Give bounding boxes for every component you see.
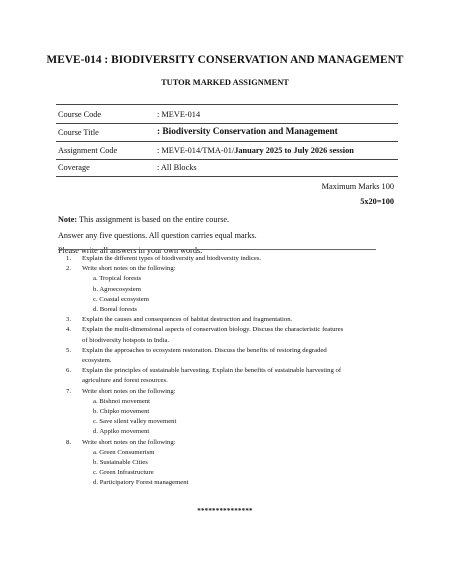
question-text: Explain the multi-dimensional aspects of conservation biology. Discuss the characteristic features bbox=[82, 326, 344, 334]
course-title-row bbox=[58, 128, 400, 142]
maximum-marks: Maximum Marks 100 bbox=[321, 182, 394, 191]
course-code-label: Course Code bbox=[58, 110, 102, 119]
info-rule-1 bbox=[56, 123, 398, 124]
question-number: 5. bbox=[66, 346, 72, 354]
question-7 bbox=[66, 387, 396, 438]
coverage-value: : All Blocks bbox=[157, 163, 197, 172]
assignment-code-value bbox=[157, 146, 354, 155]
question-text: Explain the causes and consequences of habitat destruction and fragmentation. bbox=[82, 316, 293, 324]
question-subitem: b. Sustainable Cities bbox=[93, 459, 148, 467]
course-title-label: Course Title bbox=[58, 128, 99, 137]
question-text-continued: agriculture and forest resources. bbox=[82, 377, 168, 385]
instruction-line: Answer any five questions. All question carries equal marks. bbox=[58, 231, 257, 240]
assignment-code-label: Assignment Code bbox=[58, 146, 118, 155]
info-rule-3 bbox=[56, 159, 398, 160]
question-text: Explain the different types of biodiversity and biodiversity indices. bbox=[82, 255, 262, 262]
question-number: 7. bbox=[66, 387, 72, 395]
question-text: Write short notes on the following: bbox=[82, 265, 176, 273]
question-8 bbox=[66, 438, 396, 489]
info-top-rule bbox=[56, 104, 398, 105]
course-code-row bbox=[58, 110, 400, 124]
document-subtitle: TUTOR MARKED ASSIGNMENT bbox=[161, 78, 289, 87]
question-subitem: a. Tropical forests bbox=[93, 275, 142, 283]
question-subitem: d. Appiko movement bbox=[93, 428, 150, 436]
question-number: 6. bbox=[66, 367, 72, 375]
own-words-line: Please write all answers in your own words. bbox=[58, 246, 203, 255]
question-number: 8. bbox=[66, 438, 72, 446]
question-subitem: b. Chipko movement bbox=[93, 408, 150, 416]
info-rule-2 bbox=[56, 141, 398, 142]
question-6 bbox=[66, 366, 396, 386]
question-number: 2. bbox=[66, 265, 72, 273]
question-text: Write short notes on the following: bbox=[82, 387, 176, 395]
course-title-text: Biodiversity Conservation and Management bbox=[162, 127, 338, 137]
question-subitem: a. Green Consumerism bbox=[93, 448, 155, 456]
question-list bbox=[66, 254, 396, 489]
question-subitem: c. Green Infrastructure bbox=[93, 469, 154, 477]
info-bottom-rule bbox=[56, 176, 398, 177]
section-divider bbox=[58, 249, 376, 250]
document-title: MEVE-014 : BIODIVERSITY CONSERVATION AND MANAGEMENT bbox=[46, 54, 404, 66]
question-subitem: c. Coastal ecosystem bbox=[93, 295, 149, 303]
question-subitem: d. Participatory Forest management bbox=[93, 479, 189, 487]
note-text: This assignment is based on the entire course. bbox=[77, 215, 230, 224]
note-line bbox=[58, 215, 229, 224]
question-subitem: b. Agroecosystem bbox=[93, 285, 141, 293]
marks-formula: 5x20=100 bbox=[360, 197, 394, 206]
question-number: 4. bbox=[66, 326, 72, 334]
question-number: 1. bbox=[66, 255, 72, 262]
coverage-label: Coverage bbox=[58, 163, 90, 172]
question-number: 3. bbox=[66, 316, 72, 324]
question-text: Explain the principles of sustainable harvesting. Explain the benefits of sustainable harvesting of bbox=[82, 367, 342, 375]
question-2 bbox=[66, 264, 396, 315]
assignment-session: January 2025 to July 2026 session bbox=[234, 146, 354, 155]
question-text-continued: ecosystem. bbox=[82, 357, 112, 365]
course-title-prefix: : bbox=[157, 127, 163, 137]
question-text: Write short notes on the following: bbox=[82, 438, 176, 446]
course-code-value: : MEVE-014 bbox=[157, 110, 201, 119]
question-1 bbox=[66, 254, 396, 264]
course-title-value bbox=[157, 127, 338, 137]
end-stars: *************** bbox=[197, 507, 253, 515]
question-5 bbox=[66, 346, 396, 366]
question-subitem: a. Bishnoi movement bbox=[93, 397, 151, 405]
assignment-code-prefix: : MEVE-014/TMA-01/ bbox=[157, 146, 235, 155]
question-4 bbox=[66, 325, 396, 345]
question-subitem: c. Save silent valley movement bbox=[93, 418, 177, 426]
assignment-code-row bbox=[58, 146, 400, 160]
note-label: Note: bbox=[58, 215, 78, 224]
question-3 bbox=[66, 315, 396, 325]
question-text-continued: of biodiversity hotspots in India. bbox=[82, 336, 170, 344]
question-subitem: d. Boreal forests bbox=[93, 306, 138, 314]
coverage-row bbox=[58, 163, 400, 177]
question-text: Explain the approaches to ecosystem restoration. Discuss the benefits of restoring degraded bbox=[82, 346, 327, 354]
